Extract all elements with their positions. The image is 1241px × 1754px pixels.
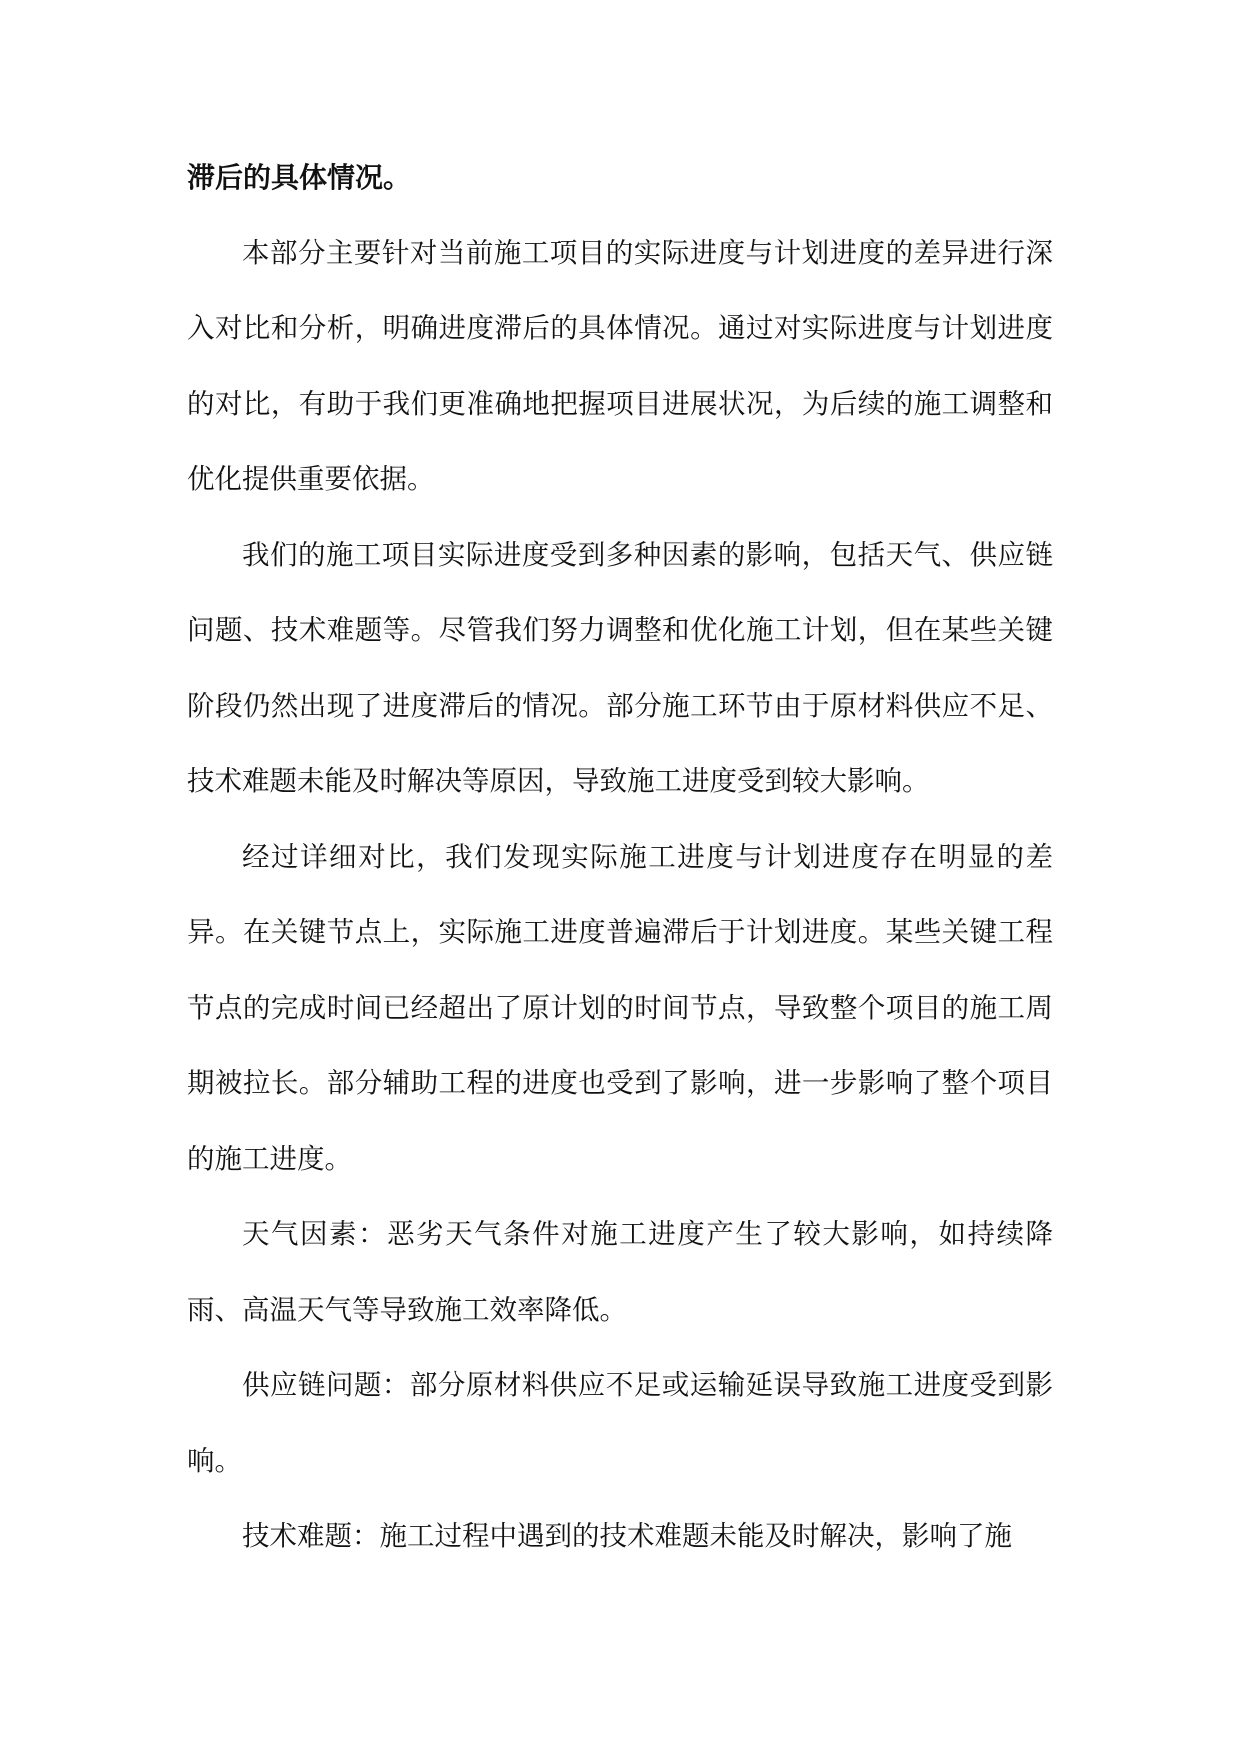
- paragraph-comparison: 经过详细对比，我们发现实际施工进度与计划进度存在明显的差异。在关键节点上，实际施工进度普遍滞后于计划进度。某些关键工程节点的完成时间已经超出了原计划的时间节点，导致整个项目的施工周期被拉长。部分辅助工程的进度也受到了影响，进一步影响了整个项目的施工进度。: [187, 840, 1053, 1175]
- paragraph-factors: 我们的施工项目实际进度受到多种因素的影响，包括天气、供应链问题、技术难题等。尽管我们努力调整和优化施工计划，但在某些关键阶段仍然出现了进度滞后的情况。部分施工环节由于原材料供应不足、技术难题未能及时解决等原因，导致施工进度受到较大影响。: [187, 538, 1053, 797]
- paragraph-supply-chain: 供应链问题：部分原材料供应不足或运输延误导致施工进度受到影响。: [187, 1369, 1053, 1477]
- paragraph-overview: 本部分主要针对当前施工项目的实际进度与计划进度的差异进行深入对比和分析，明确进度滞后的具体情况。通过对实际进度与计划进度的对比，有助于我们更准确地把握项目进展状况，为后续的施工调整和优化提供重要依据。: [187, 236, 1053, 495]
- paragraph-technical: 技术难题：施工过程中遇到的技术难题未能及时解决，影响了施: [242, 1520, 1012, 1552]
- section-heading: 滞后的具体情况。: [187, 161, 412, 194]
- document-body: [187, 140, 1053, 1575]
- paragraph-weather: 天气因素：恶劣天气条件对施工进度产生了较大影响，如持续降雨、高温天气等导致施工效率降低。: [187, 1218, 1053, 1326]
